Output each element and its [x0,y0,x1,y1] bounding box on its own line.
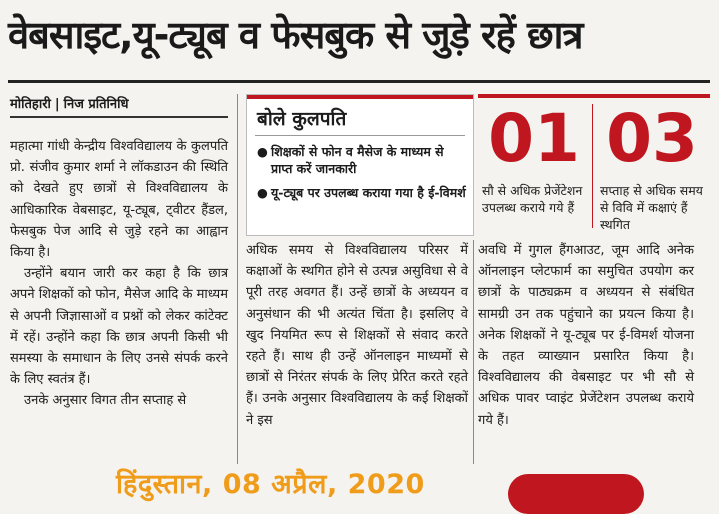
sidebar-rule [255,135,465,136]
dateline [10,94,129,112]
sidebar-list-item [255,184,467,201]
dateline-byline: निज प्रतिनिधि [63,97,129,112]
article-paragraph: उनके अनुसार विगत तीन सप्ताह से [24,393,187,409]
article-column-3 [478,240,694,431]
stat-caption: सौ से अधिक प्रेजेंटेशन उपलब्ध कराये गये हैं [482,183,583,215]
sidebar-item-text: यू-ट्यूब पर उपलब्ध कराया गया है ई-विमर्श [271,185,466,200]
sidebar-list [255,143,467,208]
article-paragraph: अवधि में गुगल हैंगआउट, जूम आदि अनेक ऑनलाइन प्लेटफार्म का समुचित उपयोग कर छात्रों के पाठ्यक्रम व अध्ययन से संबंधित सामग्री उन तक पहुंचाने का प्रयत्न किया है। अनेक शिक्षकों ने यू-ट्यूब पर ई-विमर्श योजना के तहत व्याख्यान प्रसारित किया है। विश्वविद्यालय की वेबसाइट पर भी सौ से अधिक पावर प्वाइंट प्रेजेंटेशन उपलब्ध कराये गये हैं। [478,243,694,428]
headline-rule [8,80,710,83]
article-paragraph: महात्मा गांधी केन्द्रीय विश्वविद्यालय के कुलपति प्रो. संजीव कुमार शर्मा ने लॉकडाउन की स्थिति को देखते हुए छात्रों से विश्वविद्यालय के आधिकारिक वेबसाइट, यू-ट्यूब, ट्वीटर हैंडल, फेसबुक पेज आदि से जुड़े रहने का आह्वान किया है। [10,139,228,261]
stat-number: 01 [488,100,580,177]
dateline-separator: | [54,97,60,112]
sidebar-list-item [255,143,467,177]
article-paragraph: अधिक समय से विश्वविद्यालय परिसर में कक्षाओं के स्थगित होने से उत्पन्न असुविधा से वे पूरी तरह अवगत हैं। उन्हें छात्रों के अध्ययन व अनुसंधान की भी अत्यंत चिंता है। इसलिए वे खुद नियमित रूप से शिक्षकों से संवाद करते रहते हैं। साथ ही उन्हें ऑनलाइन माध्यमों से छात्रों से निरंतर संपर्क के लिए प्रेरित करते रहते हैं। उनके अनुसार विश्वविद्यालय के कई शिक्षकों ने इस [246,243,468,428]
article-column-2 [246,240,468,431]
dateline-rule [10,116,228,118]
column-divider [473,240,474,464]
stat-block [596,98,708,234]
stat-block [478,98,590,234]
stats-panel [478,94,710,234]
next-story-badge [508,474,644,514]
sidebar-accent-bar [247,95,473,99]
column-divider [237,94,238,464]
sidebar-title: बोले कुलपति [257,108,347,130]
headline: वेबसाइट,यू-ट्यूब व फेसबुक से जुड़े रहें छात्र [8,13,583,57]
article-paragraph: उन्होंने बयान जारी कर कहा है कि छात्र अपने शिक्षकों को फोन, मैसेज आदि के माध्यम से अपनी जिज्ञासाओं व प्रश्नों को लेकर कांटेक्ट में रहें। उन्होंने कहा कि छात्र अपनी किसी भी समस्या के समाधान के लिए उनसे संपर्क करने के लिए स्वतंत्र हैं। [10,266,228,388]
dateline-place: मोतिहारी [10,97,51,112]
sidebar-item-text: शिक्षकों से फोन व मैसेज के माध्यम से प्राप्त करें जानकारी [271,144,444,176]
stat-caption: सप्ताह से अधिक समय से विवि में कक्षाएं हैं स्थगित [600,183,703,232]
bullet-icon: ● [257,185,268,200]
stat-number: 03 [606,100,698,177]
article-column-1 [10,136,228,412]
source-credit: हिंदुस्तान, 08 अप्रैल, 2020 [116,469,425,500]
vc-sidebar-box [246,94,474,236]
stat-divider [592,104,593,228]
bullet-icon: ● [257,144,268,159]
